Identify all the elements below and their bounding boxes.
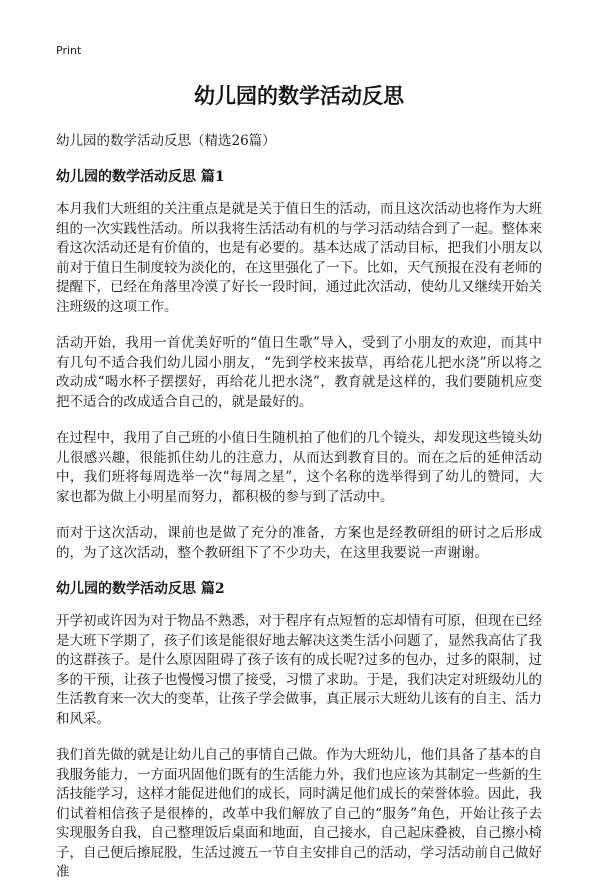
- paragraph: 活动开始，我用一首优美好听的“值日生歌”导入，受到了小朋友的欢迎，而其中有几句不适合我们幼儿园小朋友，“先到学校来拔草，再给花儿把水浇”所以将之改动成“喝水杯子摆摆好，再给花儿把水浇”，教育就是这样的，我们要随机应变把不适合的改成适合自己的，就是最好的。: [56, 335, 542, 410]
- section-heading: 幼儿园的数学活动反思 篇2: [56, 581, 225, 597]
- section-2: [56, 580, 542, 883]
- document-subtitle: 幼儿园的数学活动反思（精选26篇）: [56, 133, 276, 149]
- document-title: 幼儿园的数学活动反思: [194, 83, 404, 108]
- paragraph: 本月我们大班组的关注重点是就是关于值日生的活动，而且这次活动也将作为大班组的一次实践性活动。所以我将生活活动有机的与学习活动结合到了一起。整体来看这次活动还是有价值的，也是有必要的。基本达成了活动目标，把我们小朋友以前对于值日生制度较为淡化的，在这里强化了一下。比如，天气预报在没有老师的提醒下，已经在角落里冷漠了好长一段时间，通过此次活动，使幼儿又继续开始关注班级的这项工作。: [56, 201, 542, 315]
- paragraph: 在过程中，我用了自己班的小值日生随机拍了他们的几个镜头，却发现这些镜头幼儿很感兴趣，很能抓住幼儿的注意力，从而达到教育目的。而在之后的延伸活动中，我们班将每周选举一次“每周之星”，这个名称的选举得到了幼儿的赞同，大家也都为做上小明星而努力，都积极的参与到了活动中。: [56, 430, 542, 505]
- paragraph: 而对于这次活动，课前也是做了充分的准备，方案也是经教研组的研讨之后形成的，为了这次活动，整个教研组下了不少功夫，在这里我要说一声谢谢。: [56, 525, 542, 561]
- section-heading: 幼儿园的数学活动反思 篇1: [56, 169, 225, 185]
- paragraph: 开学初或许因为对于物品不熟悉，对于程序有点短暂的忘却情有可原，但现在已经是大班下学期了，孩子们该是能很好地去解决这类生活小问题了，显然我高估了我的这群孩子。是什么原因阻碍了孩子该有的成长呢?过多的包办，过多的限制，过多的干预，让孩子也慢慢习惯了接受，习惯了求助。于是，我们决定对班级幼儿的生活教育来一次大的变革，让孩子学会做事，真正展示大班幼儿该有的自主、活力和风采。: [56, 613, 542, 727]
- print-link[interactable]: Print: [56, 44, 82, 57]
- section-1: [56, 168, 542, 563]
- paragraph: 我们首先做的就是让幼儿自己的事情自己做。作为大班幼儿，他们具备了基本的自我服务能力，一方面巩固他们既有的生活能力外，我们也应该为其制定一些新的生活技能学习，这样才能促进他们的成长，同时满足他们成长的荣誉体验。因此，我们试着相信孩子是很棒的，改革中我们解放了自己的“服务”角色，开始让孩子去实现服务自我，自己整理饭后桌面和地面，自己接水，自己起床叠被，自己擦小椅子，自己便后擦屁股，生活过渡五一节自主安排自己的活动，学习活动前自己做好准: [56, 747, 542, 880]
